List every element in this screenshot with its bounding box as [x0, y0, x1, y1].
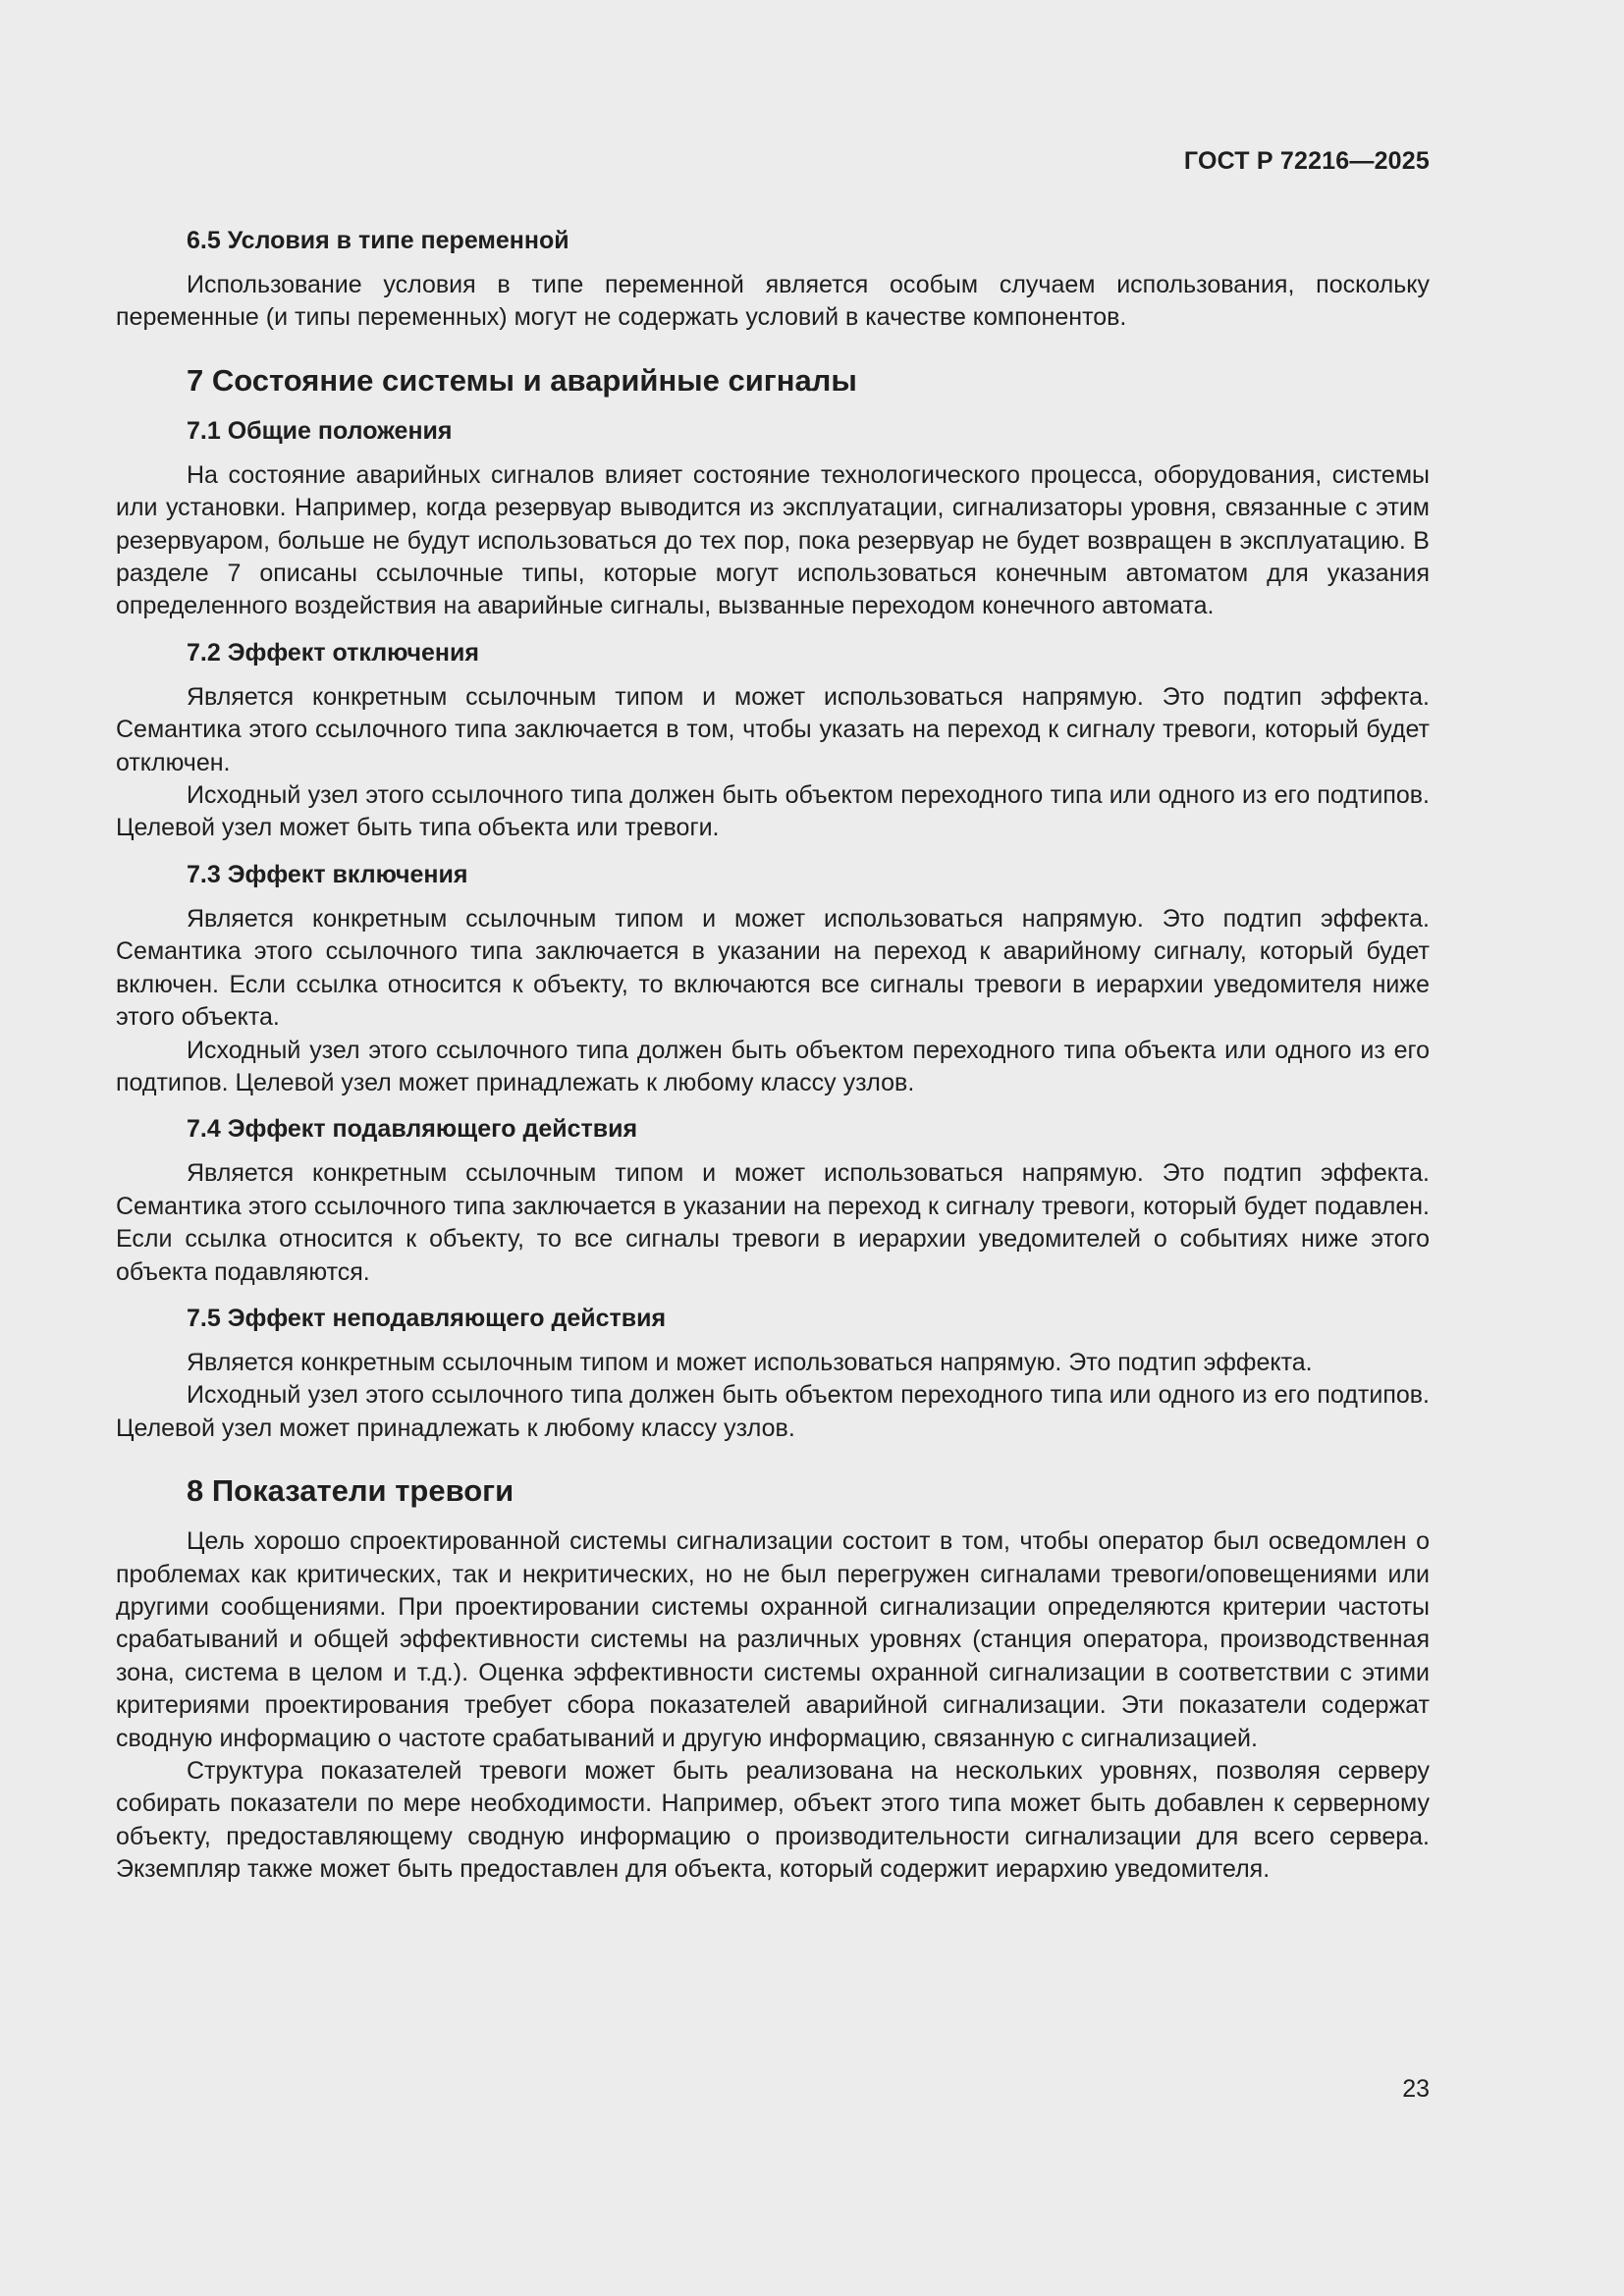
- section-7-5-heading: 7.5 Эффект неподавляющего действия: [187, 1304, 667, 1332]
- document-id-header: ГОСТ Р 72216—2025: [1183, 147, 1430, 175]
- section-7-5-paragraph-2: Исходный узел этого ссылочного типа должен быть объектом переходного типа или одного из его подтипов. Целевой узел может принадлежать к любому классу узлов.: [116, 1381, 1430, 1442]
- section-7-heading: 7 Состояние системы и аварийные сигналы: [187, 362, 857, 398]
- page-number: 23: [1402, 2075, 1430, 2103]
- section-7-4-heading: 7.4 Эффект подавляющего действия: [187, 1115, 638, 1144]
- section-6-5-paragraph-1: Использование условия в типе переменной является особым случаем использования, поскольку переменные (и типы переменных) могут не содержать условий в качестве компонентов.: [116, 271, 1430, 332]
- section-7-2-paragraph-2: Исходный узел этого ссылочного типа должен быть объектом переходного типа или одного из его подтипов. Целевой узел может быть типа объекта или тревоги.: [116, 781, 1430, 842]
- section-8-heading: 8 Показатели тревоги: [187, 1473, 514, 1509]
- section-7-1-heading: 7.1 Общие положения: [187, 416, 453, 445]
- section-7-5-paragraph-1: Является конкретным ссылочным типом и может использоваться напрямую. Это подтип эффекта.: [187, 1348, 1313, 1376]
- section-7-3-paragraph-2: Исходный узел этого ссылочного типа должен быть объектом переходного типа объекта или одного из его подтипов. Целевой узел может принадлежать к любому классу узлов.: [116, 1036, 1430, 1096]
- section-8-paragraph-2: Структура показателей тревоги может быть реализована на нескольких уровнях, позволяя серверу собирать показатели по мере необходимости. Например, объект этого типа может быть добавлен к серверному объекту, предоставляющему сводную информацию о производительности сигнализации для всего сервера. Экземпляр также может быть предоставлен для объекта, который содержит иерархию уведомителя.: [116, 1757, 1430, 1884]
- section-8-paragraph-1: Цель хорошо спроектированной системы сигнализации состоит в том, чтобы оператор был осведомлен о проблемах как критических, так и некритических, но не был перегружен сигналами тревоги/оповещениями или другими сообщениями. При проектировании системы охранной сигнализации определяются критерии частоты срабатываний и общей эффективности системы на различных уровнях (станция оператора, производственная зона, система в целом и т.д.). Оценка эффективности системы охранной сигнализации в соответствии с этими критериями проектирования требует сбора показателей аварийной сигнализации. Эти показатели содержат сводную информацию о частоте срабатываний и другую информацию, связанную с сигнализацией.: [116, 1527, 1430, 1752]
- section-7-3-paragraph-1: Является конкретным ссылочным типом и может использоваться напрямую. Это подтип эффекта. Семантика этого ссылочного типа заключается в указании на переход к аварийному сигналу, который будет включен. Если ссылка относится к объекту, то включаются все сигналы тревоги в иерархии уведомителя ниже этого объекта.: [116, 904, 1430, 1032]
- page-content: [116, 225, 1430, 1887]
- section-7-2-heading: 7.2 Эффект отключения: [187, 638, 479, 667]
- section-7-2-paragraph-1: Является конкретным ссылочным типом и может использоваться напрямую. Это подтип эффекта. Семантика этого ссылочного типа заключается в том, чтобы указать на переход к сигналу тревоги, который будет отключен.: [116, 682, 1430, 776]
- section-6-5-heading: 6.5 Условия в типе переменной: [187, 227, 569, 254]
- section-7-1-paragraph-1: На состояние аварийных сигналов влияет состояние технологического процесса, оборудования, системы или установки. Например, когда резервуар выводится из эксплуатации, сигнализаторы уровня, связанные с этим резервуаром, больше не будут использоваться до тех пор, пока резервуар не будет возвращен в эксплуатацию. В разделе 7 описаны ссылочные типы, которые могут использоваться конечным автоматом для указания определенного воздействия на аварийные сигналы, вызванные переходом конечного автомата.: [116, 460, 1430, 620]
- section-7-3-heading: 7.3 Эффект включения: [187, 860, 468, 888]
- section-7-4-paragraph-1: Является конкретным ссылочным типом и может использоваться напрямую. Это подтип эффекта. Семантика этого ссылочного типа заключается в указании на переход к сигналу тревоги, который будет подавлен. Если ссылка относится к объекту, то все сигналы тревоги в иерархии уведомителей о событиях ниже этого объекта подавляются.: [116, 1159, 1430, 1286]
